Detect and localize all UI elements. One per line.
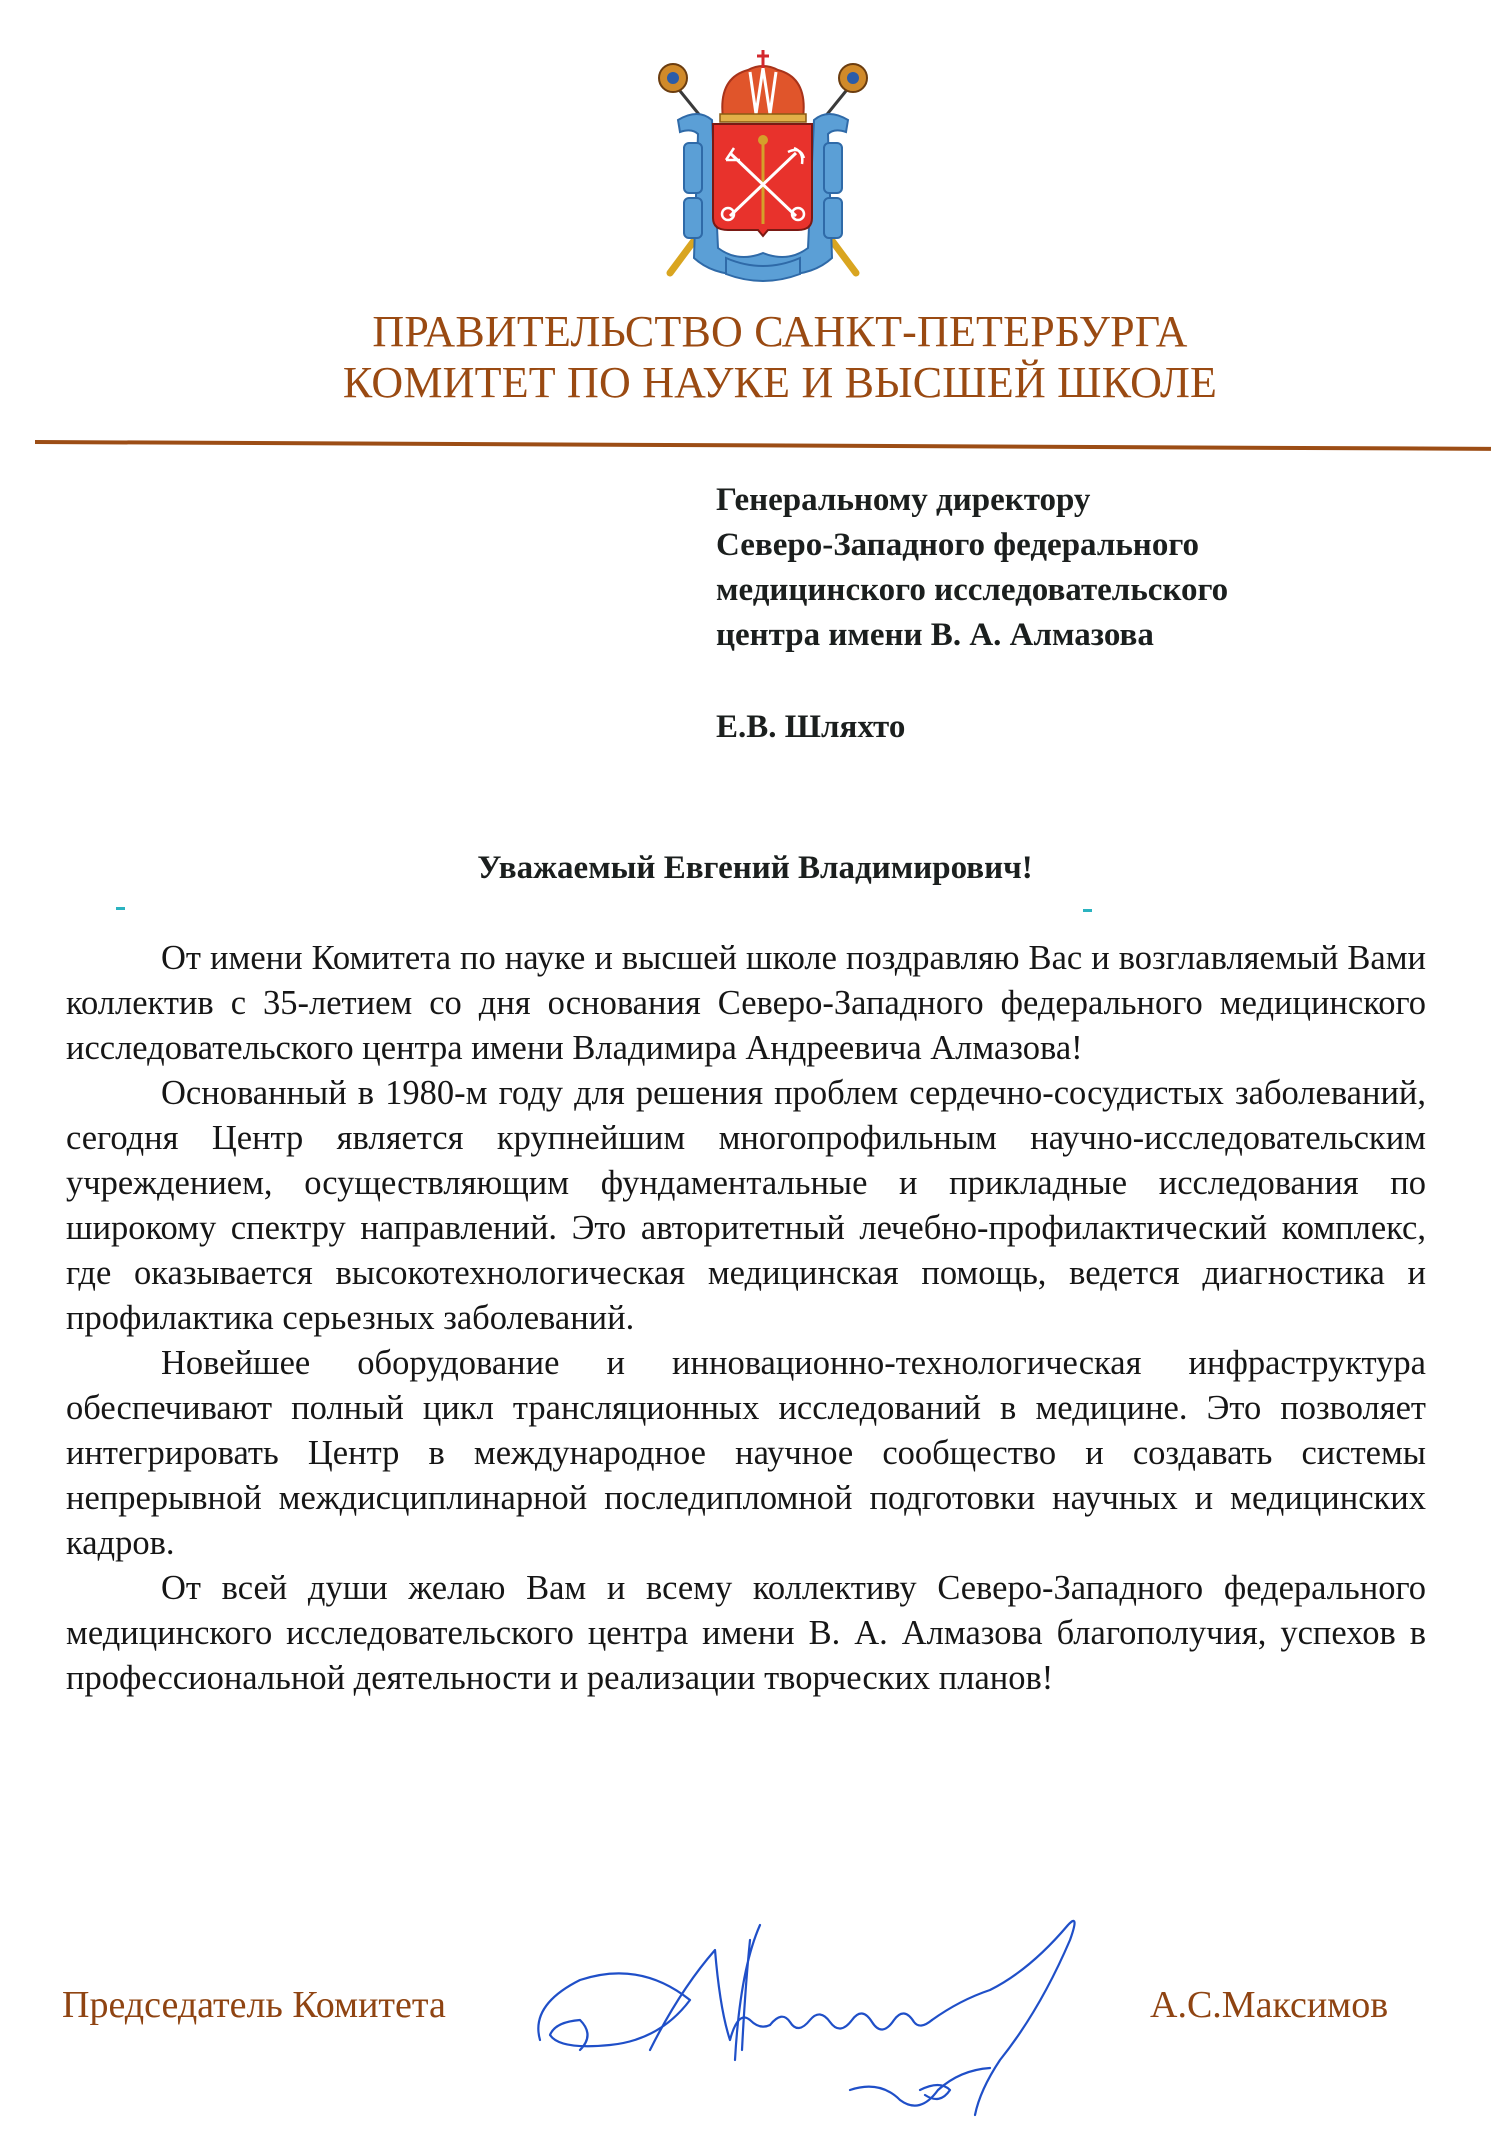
addressee-line: центра имени В. А. Алмазова — [716, 617, 1154, 653]
letter-body — [66, 936, 1426, 1701]
letterhead-committee-title: КОМИТЕТ ПО НАУКЕ И ВЫСШЕЙ ШКОЛЕ — [342, 358, 1218, 407]
salutation: Уважаемый Евгений Владимирович! — [477, 850, 1033, 886]
body-paragraph: От всей души желаю Вам и всему коллективу Северо-Западного федерального медицинского исследовательского центра имени В. А. Алмазова благополучия, успехов в профессиональной деятельности и реализации творческих планов! — [66, 1569, 1426, 1697]
shield — [713, 124, 812, 236]
addressee-block — [716, 478, 1228, 658]
addressee-line: Северо-Западного федерального — [716, 527, 1199, 563]
signatory-title: Председатель Комитета — [62, 1984, 446, 2026]
coat-of-arms-icon — [648, 48, 878, 283]
body-paragraph: От имени Комитета по науке и высшей школе поздравляю Вас и возглавляемый Вами коллектив с 35-летием со дня основания Северо-Западного федерального медицинского исследовательского центра имени Владимира Андреевича Алмазова! — [66, 939, 1426, 1067]
body-paragraph: Основанный в 1980-м году для решения проблем сердечно-сосудистых заболеваний, сегодня Центр является крупнейшим многопрофильным научно-исследовательским учреждением, осуществляющим фундаментальные и прикладные исследования по широкому спектру направлений. Это авторитетный лечебно-профилактический комплекс, где оказывается высокотехнологическая медицинская помощь, ведется диагностика и профилактика серьезных заболеваний. — [66, 1074, 1426, 1337]
scan-artifact — [1083, 909, 1092, 912]
letterhead-government-title: ПРАВИТЕЛЬСТВО САНКТ-ПЕТЕРБУРГА — [372, 307, 1188, 356]
signatory-name: А.С.Максимов — [1150, 1984, 1389, 2026]
addressee-name: Е.В. Шляхто — [716, 709, 906, 745]
addressee-line: медицинского исследовательского — [716, 572, 1229, 608]
addressee-line: Генеральному директору — [716, 482, 1091, 518]
handwritten-signature — [520, 1910, 1180, 2125]
crown — [720, 50, 806, 122]
scan-artifact — [116, 907, 125, 910]
letterhead-divider — [35, 440, 1491, 451]
body-paragraph: Новейшее оборудование и инновационно-технологическая инфраструктура обеспечивают полный цикл трансляционных исследований в медицине. Это позволяет интегрировать Центр в международное научное сообщество и создавать системы непрерывной междисциплинарной последипломной подготовки научных и медицинских кадров. — [66, 1344, 1426, 1562]
